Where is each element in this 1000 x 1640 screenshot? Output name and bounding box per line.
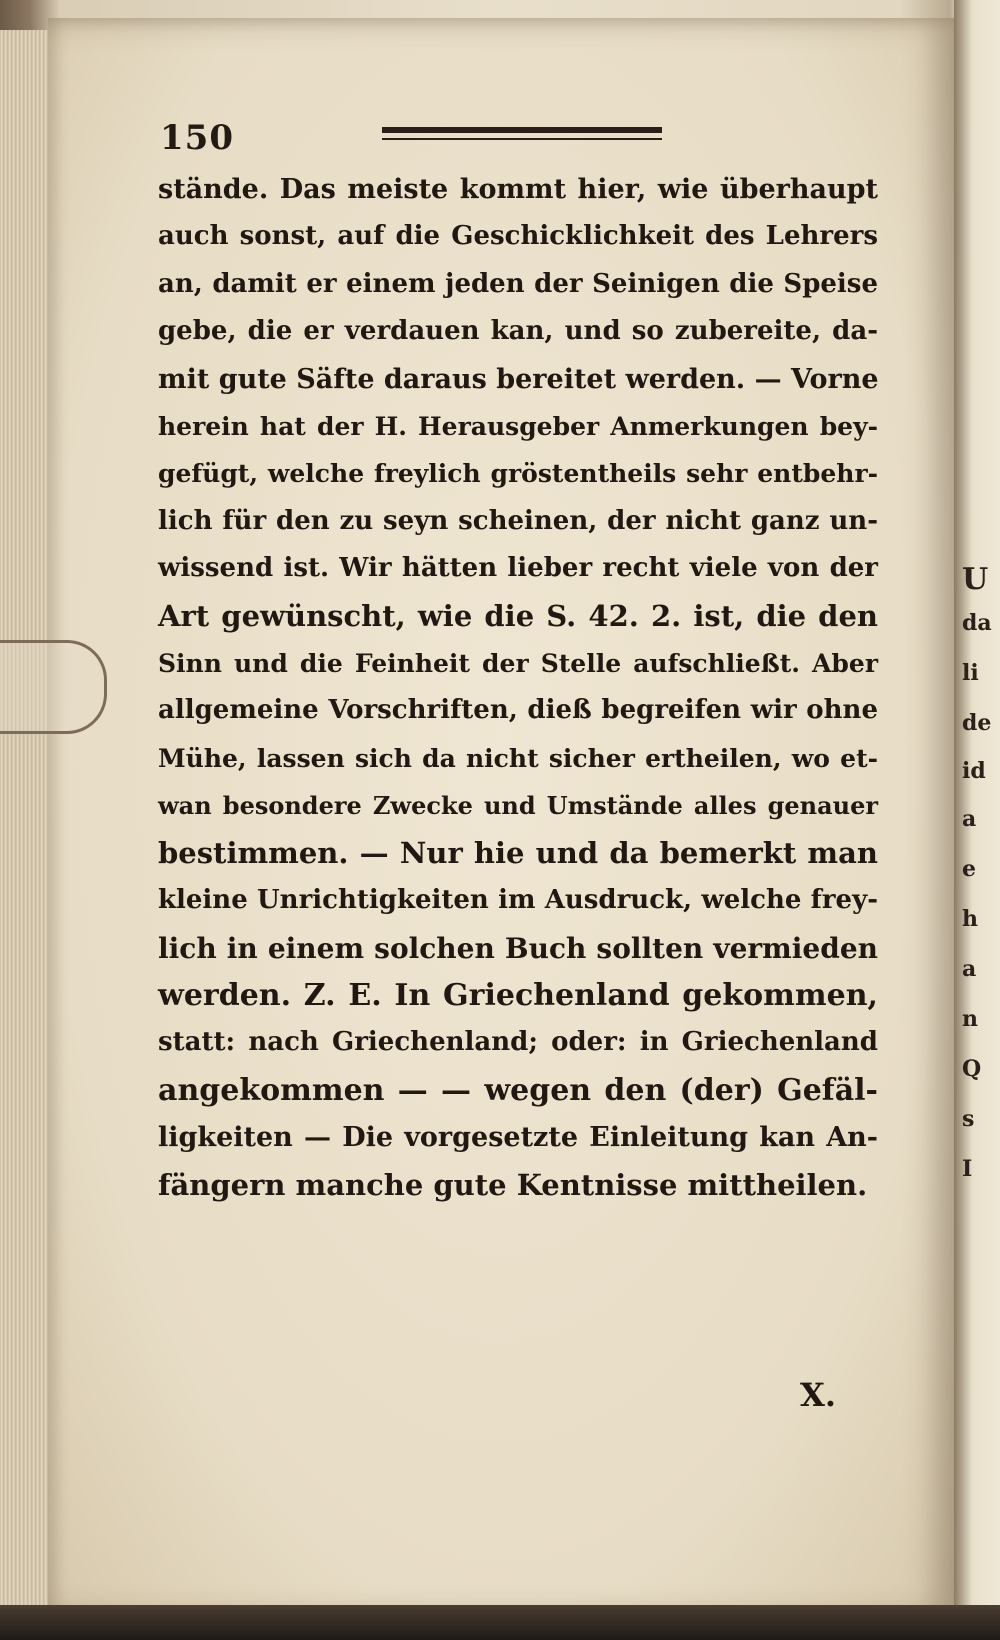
text-line: mit gute Säfte daraus bereitet werden. — Vorne bbox=[158, 363, 879, 395]
page-clip bbox=[0, 640, 107, 734]
page-edges bbox=[0, 30, 49, 1630]
facing-page-fragment: id bbox=[962, 758, 986, 784]
text-line: lich für den zu seyn scheinen, der nicht ganz un- bbox=[158, 505, 878, 536]
text-line: auch sonst, auf die Geschicklichkeit des Lehrers bbox=[158, 221, 878, 252]
page-header bbox=[160, 118, 880, 158]
text-line: angekommen — — wegen den (der) Gefäl- bbox=[158, 1072, 878, 1108]
text-line: statt: nach Griechenland; oder: in Griechenland bbox=[158, 1027, 878, 1058]
facing-page-edge bbox=[954, 0, 1000, 1640]
facing-page-fragment: da bbox=[962, 610, 992, 636]
text-line: bestimmen. — Nur hie und da bemerkt man bbox=[158, 835, 878, 870]
header-rule-thin bbox=[382, 138, 662, 140]
text-line: gefügt, welche freylich gröstentheils sehr entbehr- bbox=[158, 459, 878, 489]
body-text bbox=[158, 166, 878, 1209]
text-line: wissend ist. Wir hätten lieber recht viele von der bbox=[158, 553, 878, 584]
facing-page-fragment: h bbox=[962, 906, 978, 932]
text-line: stände. Das meiste kommt hier, wie überhaupt bbox=[158, 174, 878, 205]
page-number: 150 bbox=[160, 118, 234, 158]
text-line: ligkeiten — Die vorgesetzte Einleitung kan An- bbox=[158, 1122, 878, 1154]
facing-page-fragment: n bbox=[962, 1006, 978, 1032]
text-line: herein hat der H. Herausgeber Anmerkungen bey- bbox=[158, 412, 878, 442]
text-line: Art gewünscht, wie die S. 42. 2. ist, die den bbox=[158, 598, 878, 633]
text-line: fängern manche gute Kentnisse mittheilen. bbox=[158, 1167, 868, 1202]
text-line: wan besondere Zwecke und Umstände alles genauer bbox=[158, 791, 878, 821]
facing-page-fragment: a bbox=[962, 956, 977, 982]
facing-page-fragment: li bbox=[962, 660, 979, 686]
text-line: kleine Unrichtigkeiten im Ausdruck, welche frey- bbox=[158, 885, 878, 916]
facing-page-fragment: s bbox=[962, 1106, 975, 1132]
text-line: Sinn und die Feinheit der Stelle aufschließt. Aber bbox=[158, 649, 878, 679]
text-line: werden. Z. E. In Griechenland gekommen, bbox=[158, 977, 878, 1013]
catchword: X. bbox=[800, 1376, 836, 1414]
bottom-shadow bbox=[0, 1605, 1000, 1640]
facing-page-fragment: I bbox=[962, 1156, 973, 1182]
text-line: allgemeine Vorschriften, dieß begreifen wir ohne bbox=[158, 695, 878, 726]
text-line: lich in einem solchen Buch sollten vermieden bbox=[158, 931, 878, 965]
facing-page-fragment: e bbox=[962, 856, 976, 882]
header-rule bbox=[382, 127, 662, 133]
facing-page-fragment: Q bbox=[962, 1056, 982, 1082]
text-line: an, damit er einem jeden der Seinigen die Speise bbox=[158, 268, 878, 299]
facing-page-fragment: de bbox=[962, 710, 992, 736]
facing-page-fragment: a bbox=[962, 806, 977, 832]
text-line: gebe, die er verdauen kan, und so zubereite, da- bbox=[158, 316, 878, 347]
text-line: Mühe, lassen sich da nicht sicher ertheilen, wo et- bbox=[158, 743, 878, 773]
facing-page-fragment: U bbox=[962, 562, 989, 597]
